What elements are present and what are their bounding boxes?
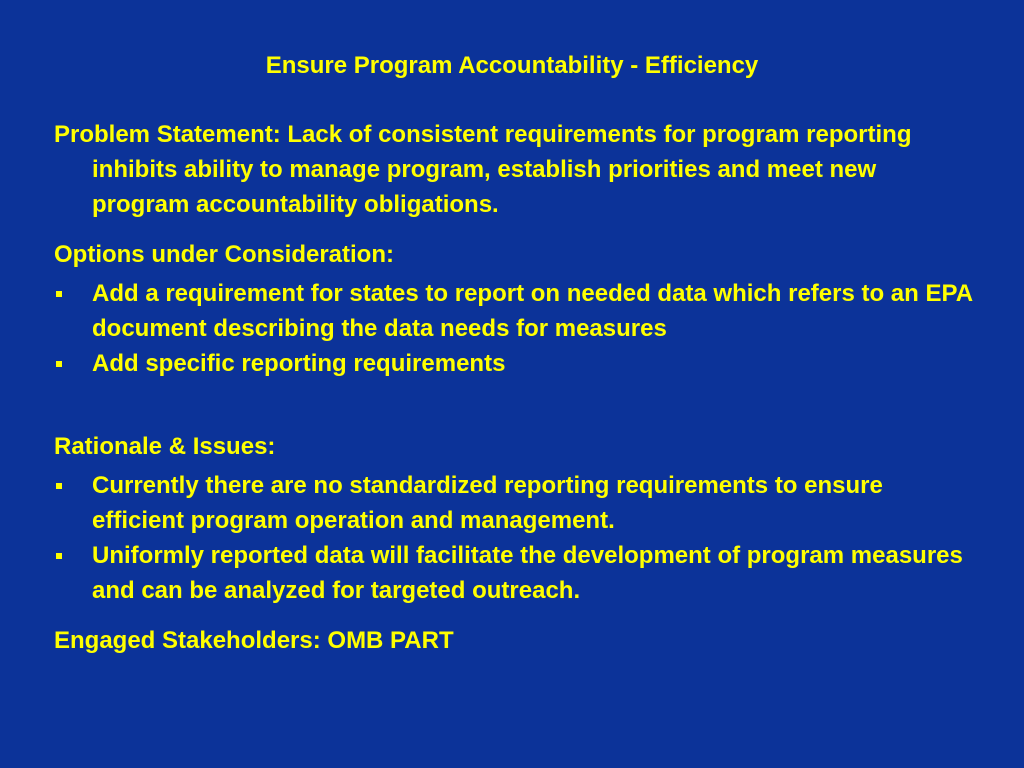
bullet-square-icon: [56, 483, 62, 489]
options-heading: Options under Consideration:: [54, 241, 394, 268]
list-item: [54, 276, 974, 346]
list-item-text: Currently there are no standardized reporting requirements to ensure efficient program operation and management.: [92, 472, 883, 534]
bullet-square-icon: [56, 553, 62, 559]
list-item-text: Add specific reporting requirements: [92, 350, 506, 377]
list-item-text: Uniformly reported data will facilitate the development of program measures and can be analyzed for targeted outreach.: [92, 542, 963, 604]
list-item: [54, 346, 974, 381]
slide-body: [54, 117, 974, 658]
rationale-heading: Rationale & Issues:: [54, 433, 276, 460]
list-item: [54, 538, 974, 608]
bullet-square-icon: [56, 291, 62, 297]
stakeholders-line: Engaged Stakeholders: OMB PART: [54, 627, 454, 654]
list-item-text: Add a requirement for states to report on needed data which refers to an EPA document describing the data needs for measures: [92, 280, 973, 342]
rationale-list: [54, 468, 974, 608]
list-item: [54, 468, 974, 538]
problem-statement: Problem Statement: Lack of consistent requirements for program reporting inhibits ability to manage program, establish priorities and meet new program accountability obligations.: [54, 121, 912, 218]
slide-title: Ensure Program Accountability - Efficiency: [265, 52, 759, 79]
bullet-square-icon: [56, 361, 62, 367]
options-list: [54, 276, 974, 381]
